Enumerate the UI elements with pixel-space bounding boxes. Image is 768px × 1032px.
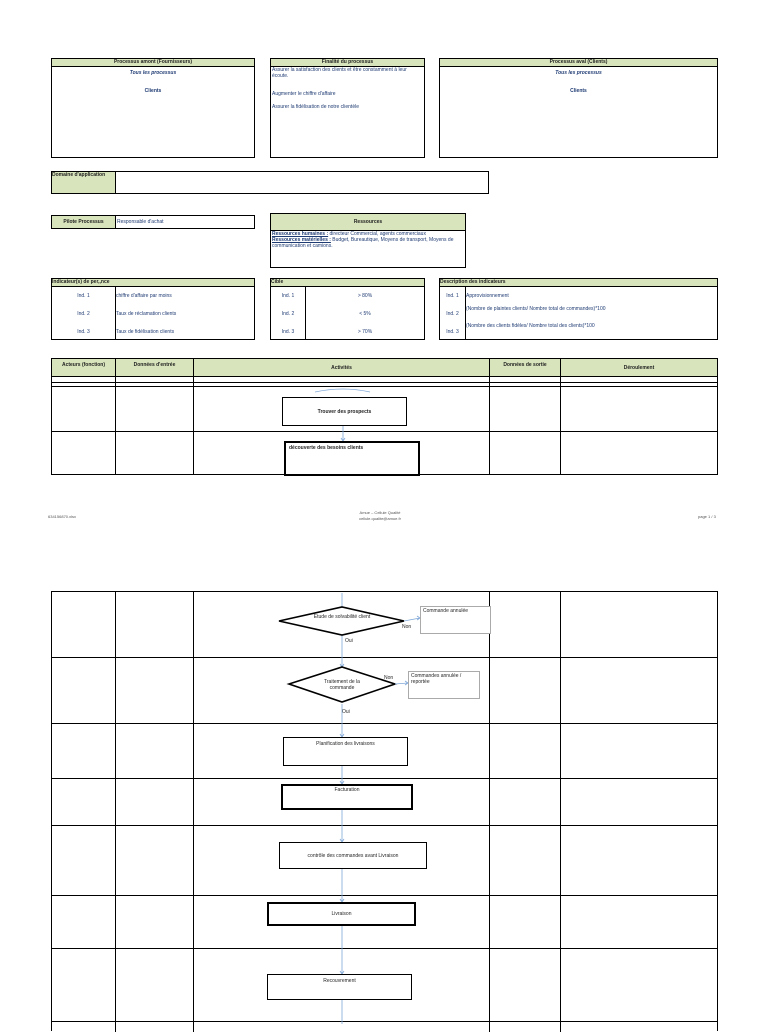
indicateur-id-2: Ind. 2: [77, 311, 90, 317]
footer-center-1: Amue – Cellule Qualité: [359, 510, 401, 515]
activity-controle: contrôle des commandes avant Livraison: [279, 842, 427, 869]
activity-facturation: Facturation: [281, 784, 413, 810]
description-id-3: Ind. 3: [446, 329, 459, 335]
ressources-materielles-value: Budget, Bureautique, Moyens de transport, Moyens de communication et camions.: [272, 237, 454, 249]
processus-amont-line2: Clients: [144, 88, 162, 94]
note-commande-annulee: Commande annulée: [420, 606, 491, 634]
indicateur-label-1: chiffre d'affaire par moins: [116, 293, 172, 299]
cible-id-1: Ind. 1: [281, 293, 295, 299]
activity-planification: Planification des livraisons: [283, 737, 408, 766]
cible-value-1: > 80%: [357, 293, 373, 299]
footer-center-2: cellule.qualite@amue.fr: [359, 516, 401, 521]
header-acteurs: Acteurs (fonction): [61, 362, 106, 368]
decision-solvabilite-label: Etude de solvabilité client: [313, 614, 371, 620]
indicateur-label-2: Taux de réclamation clients: [116, 311, 177, 317]
ressources-title: Ressources: [271, 214, 465, 231]
indicateur-label-3: Taux de fidélisation clients: [116, 329, 175, 335]
header-donnees-entree: Données d'entrée: [133, 362, 176, 368]
domaine-label: Domaine d'application: [52, 172, 106, 178]
finalite-item-2: Augmenter le chiffre d'affaire: [272, 91, 336, 97]
activity-decouverte-besoins-label: découverte des besoins clients: [289, 445, 364, 451]
decision-traitement-non: Non: [384, 675, 394, 681]
header-donnees-sortie: Données de sortie: [503, 362, 547, 368]
description-id-2: Ind. 2: [446, 311, 459, 317]
description-id-1: Ind. 1: [446, 293, 459, 299]
finalite-title: Finalité du processus: [271, 59, 424, 67]
cible-title: Cible: [271, 279, 424, 287]
decision-solvabilite-shape: [279, 607, 404, 635]
finalite-item-3: Assurer la fidélisation de notre clientèle: [272, 104, 359, 110]
activity-trouver-prospects: Trouver des prospects: [282, 397, 407, 426]
note-commandes-annulee-reportee: Commandes annulée / reportée: [408, 671, 480, 699]
indicateur-id-1: Ind. 1: [77, 293, 90, 299]
description-text-2: (Nombre de plaintes clients/ Nombre total de commandes)*100: [466, 306, 606, 312]
ressources-humaines-value: directeur Commercial, agents commerciaux: [328, 231, 426, 237]
activity-livraison: Livraison: [267, 902, 416, 926]
description-text-1: Approvisionnement: [466, 293, 509, 299]
cible-id-2: Ind. 2: [281, 311, 295, 317]
pilote-label: Pilote Processus: [63, 219, 104, 225]
decision-solvabilite-oui: Oui: [345, 638, 353, 644]
decision-traitement-label: Traitement de la commande: [324, 679, 360, 691]
decision-traitement-oui: Oui: [342, 709, 350, 715]
cible-id-3: Ind. 3: [281, 329, 295, 335]
finalite-item-1: Assurer la satisfaction des clients et être constamment à leur écoute.: [272, 67, 407, 79]
header-activites: Activités: [331, 365, 352, 371]
cible-value-3: > 70%: [357, 329, 373, 335]
activity-recouvrement: Recouvrement: [267, 974, 412, 1000]
footer-file: 634156870.xlsx: [48, 514, 77, 519]
processus-amont-title: Processus amont (Fournisseurs): [52, 59, 254, 67]
indicateurs-title: Indicateur(s) de per,,nce: [52, 279, 254, 287]
footer-page: page 1 / 3: [698, 514, 716, 519]
description-title: Description des indicateurs: [440, 279, 717, 287]
processus-aval-line2: Clients: [570, 88, 587, 94]
processus-aval-line1: Tous les processus: [555, 70, 602, 76]
header-deroulement: Déroulement: [623, 365, 655, 371]
ressources-humaines-label: Ressources humaines :: [272, 231, 329, 237]
processus-aval-title: Processus aval (Clients): [440, 59, 717, 67]
pilote-value: Responsable d'achat: [117, 219, 164, 225]
indicateur-id-3: Ind. 3: [77, 329, 90, 335]
decision-solvabilite-non: Non: [402, 624, 412, 630]
ressources-materielles-label: Ressources matérielles :: [272, 237, 331, 243]
processus-amont-line1: Tous les processus: [129, 70, 177, 76]
description-text-3: (Nombre des clients fidèles/ Nombre total des clients)*100: [466, 323, 595, 329]
cible-value-2: < 5%: [359, 311, 371, 317]
